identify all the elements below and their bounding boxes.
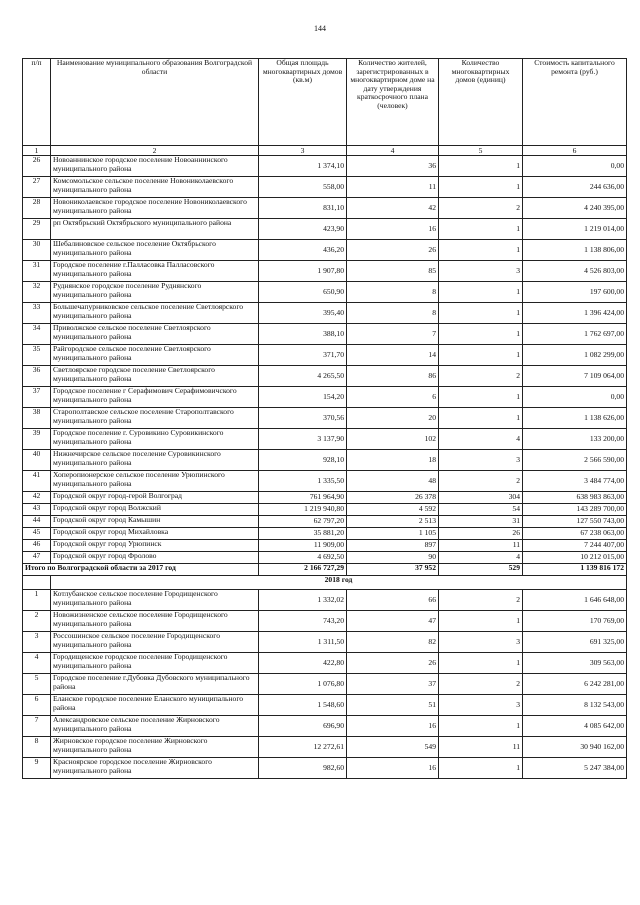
row-residents: 82 [347, 632, 439, 653]
row-houses: 2 [439, 366, 523, 387]
row-number: 27 [23, 177, 51, 198]
row-name: Нижнечирское сельское поселение Суровикинского муниципального района [51, 450, 259, 471]
row-houses: 1 [439, 653, 523, 674]
capital-repair-table [22, 58, 627, 779]
row-houses: 2 [439, 471, 523, 492]
row-houses: 1 [439, 240, 523, 261]
row-houses: 1 [439, 324, 523, 345]
row-houses: 2 [439, 674, 523, 695]
row-number: 35 [23, 345, 51, 366]
row-houses: 1 [439, 177, 523, 198]
row-residents: 26 378 [347, 492, 439, 504]
table-row [23, 528, 627, 540]
table-row [23, 324, 627, 345]
row-area: 696,90 [259, 716, 347, 737]
row-number: 28 [23, 198, 51, 219]
row-number: 42 [23, 492, 51, 504]
row-houses: 304 [439, 492, 523, 504]
table-row [23, 471, 627, 492]
row-area: 62 797,20 [259, 516, 347, 528]
row-cost: 0,00 [523, 156, 627, 177]
row-houses: 1 [439, 716, 523, 737]
row-residents: 1 105 [347, 528, 439, 540]
row-houses: 3 [439, 695, 523, 716]
row-number: 32 [23, 282, 51, 303]
table-row [23, 695, 627, 716]
row-cost: 7 109 064,00 [523, 366, 627, 387]
table-row [23, 516, 627, 528]
row-area: 3 137,90 [259, 429, 347, 450]
row-area: 1 548,60 [259, 695, 347, 716]
row-residents: 549 [347, 737, 439, 758]
row-residents: 51 [347, 695, 439, 716]
row-residents: 14 [347, 345, 439, 366]
row-residents: 37 [347, 674, 439, 695]
row-cost: 2 566 590,00 [523, 450, 627, 471]
row-area: 558,00 [259, 177, 347, 198]
row-houses: 1 [439, 303, 523, 324]
row-name: Александровское сельское поселение Жирновского муниципального района [51, 716, 259, 737]
row-name: Хоперопионерское сельское поселение Урюпинского муниципального района [51, 471, 259, 492]
row-houses: 3 [439, 632, 523, 653]
row-houses: 4 [439, 552, 523, 564]
row-residents: 26 [347, 653, 439, 674]
row-cost: 1 219 014,00 [523, 219, 627, 240]
row-name: Еланское городское поселение Еланского муниципального района [51, 695, 259, 716]
table-row [23, 492, 627, 504]
row-name: Райгородское сельское поселение Светлоярского муниципального района [51, 345, 259, 366]
row-houses: 26 [439, 528, 523, 540]
row-name: Приволжское сельское поселение Светлоярского муниципального района [51, 324, 259, 345]
row-area: 1 335,50 [259, 471, 347, 492]
row-residents: 7 [347, 324, 439, 345]
row-houses: 54 [439, 504, 523, 516]
row-area: 743,20 [259, 611, 347, 632]
row-cost: 1 646 648,00 [523, 590, 627, 611]
row-name: Городской округ город-герой Волгоград [51, 492, 259, 504]
row-number: 29 [23, 219, 51, 240]
table-row [23, 198, 627, 219]
row-number: 41 [23, 471, 51, 492]
year-2018-label: 2018 год [51, 576, 627, 590]
row-residents: 102 [347, 429, 439, 450]
row-number: 45 [23, 528, 51, 540]
row-number: 44 [23, 516, 51, 528]
row-cost: 4 526 803,00 [523, 261, 627, 282]
table-row [23, 552, 627, 564]
table-row [23, 653, 627, 674]
column-number: 5 [439, 146, 523, 156]
row-area: 370,56 [259, 408, 347, 429]
row-cost: 1 396 424,00 [523, 303, 627, 324]
row-residents: 6 [347, 387, 439, 408]
row-residents: 8 [347, 303, 439, 324]
row-residents: 11 [347, 177, 439, 198]
table-row [23, 590, 627, 611]
row-name: Руднянское городское поселение Руднянского муниципального района [51, 282, 259, 303]
row-houses: 3 [439, 261, 523, 282]
row-houses: 31 [439, 516, 523, 528]
header-cost: Стоимость капитального ремонта (руб.) [523, 59, 627, 146]
row-cost: 8 132 543,00 [523, 695, 627, 716]
row-name: Городищенское городское поселение Городищенского муниципального района [51, 653, 259, 674]
row-residents: 16 [347, 219, 439, 240]
row-residents: 2 513 [347, 516, 439, 528]
row-area: 1 076,80 [259, 674, 347, 695]
row-number: 34 [23, 324, 51, 345]
row-area: 1 219 940,80 [259, 504, 347, 516]
row-residents: 42 [347, 198, 439, 219]
row-name: Городской округ город Урюпинск [51, 540, 259, 552]
row-houses: 1 [439, 611, 523, 632]
row-cost: 5 247 384,00 [523, 758, 627, 779]
row-name: Шебалиновское сельское поселение Октябрьского муниципального района [51, 240, 259, 261]
row-houses: 11 [439, 540, 523, 552]
column-number: 3 [259, 146, 347, 156]
row-residents: 20 [347, 408, 439, 429]
row-number: 3 [23, 632, 51, 653]
row-cost: 10 212 015,00 [523, 552, 627, 564]
row-residents: 85 [347, 261, 439, 282]
row-area: 982,60 [259, 758, 347, 779]
row-cost: 1 762 697,00 [523, 324, 627, 345]
row-houses: 1 [439, 156, 523, 177]
row-number: 26 [23, 156, 51, 177]
row-name: Россошинское сельское поселение Городищенского муниципального района [51, 632, 259, 653]
row-area: 436,20 [259, 240, 347, 261]
row-cost: 244 636,00 [523, 177, 627, 198]
row-name: Новожизненское сельское поселение Городищенского муниципального района [51, 611, 259, 632]
page-number: 144 [314, 24, 326, 33]
table-row [23, 758, 627, 779]
row-name: Старополтавское сельское поселение Старополтавского муниципального района [51, 408, 259, 429]
row-residents: 8 [347, 282, 439, 303]
row-name: Городской округ город Волжский [51, 504, 259, 516]
row-number: 39 [23, 429, 51, 450]
row-number: 47 [23, 552, 51, 564]
row-name: Городское поселение г.Палласовка Палласовского муниципального района [51, 261, 259, 282]
table-row [23, 240, 627, 261]
row-residents: 66 [347, 590, 439, 611]
table-row [23, 219, 627, 240]
row-area: 761 964,90 [259, 492, 347, 504]
row-cost: 1 138 626,00 [523, 408, 627, 429]
row-houses: 1 [439, 758, 523, 779]
column-number: 2 [51, 146, 259, 156]
row-name: Новониколаевское городское поселение Новониколаевского муниципального района [51, 198, 259, 219]
row-houses: 1 [439, 219, 523, 240]
table-row [23, 504, 627, 516]
row-number: 2 [23, 611, 51, 632]
total-2017-row [23, 564, 627, 576]
row-cost: 30 940 162,00 [523, 737, 627, 758]
row-number: 43 [23, 504, 51, 516]
table-row [23, 282, 627, 303]
row-number: 31 [23, 261, 51, 282]
header-area: Общая площадь многоквартирных домов (кв.м) [259, 59, 347, 146]
year-spacer [23, 576, 51, 590]
row-number: 30 [23, 240, 51, 261]
column-number: 1 [23, 146, 51, 156]
row-name: Городское поселение г.Дубовка Дубовского муниципального района [51, 674, 259, 695]
row-area: 1 311,50 [259, 632, 347, 653]
row-cost: 133 200,00 [523, 429, 627, 450]
rows-2017 [23, 156, 627, 564]
row-area: 371,70 [259, 345, 347, 366]
table-row [23, 261, 627, 282]
row-name: Котлубанское сельское поселение Городищенского муниципального района [51, 590, 259, 611]
row-cost: 170 769,00 [523, 611, 627, 632]
table-row [23, 611, 627, 632]
table-row [23, 540, 627, 552]
row-cost: 4 085 642,00 [523, 716, 627, 737]
row-name: Большечапурниковское сельское поселение Светлоярского муниципального района [51, 303, 259, 324]
table-row [23, 737, 627, 758]
row-name: Новоаннинское городское поселение Новоаннинского муниципального района [51, 156, 259, 177]
row-residents: 16 [347, 716, 439, 737]
row-cost: 127 550 743,00 [523, 516, 627, 528]
row-area: 395,40 [259, 303, 347, 324]
table-row [23, 632, 627, 653]
header-residents: Количество жителей, зарегистрированных в многоквартирном доме на дату утверждения краткосрочного плана (человек) [347, 59, 439, 146]
row-area: 1 332,02 [259, 590, 347, 611]
row-number: 40 [23, 450, 51, 471]
row-houses: 2 [439, 590, 523, 611]
row-name: Городской округ город Фролово [51, 552, 259, 564]
table-row [23, 387, 627, 408]
row-number: 9 [23, 758, 51, 779]
row-area: 423,90 [259, 219, 347, 240]
row-name: рп Октябрьский Октябрьского муниципального района [51, 219, 259, 240]
row-cost: 67 238 063,00 [523, 528, 627, 540]
row-houses: 4 [439, 429, 523, 450]
row-residents: 26 [347, 240, 439, 261]
row-cost: 1 082 299,00 [523, 345, 627, 366]
row-name: Городское поселение г Серафимович Серафимовичского муниципального района [51, 387, 259, 408]
row-residents: 4 592 [347, 504, 439, 516]
table-row [23, 345, 627, 366]
row-cost: 3 484 774,00 [523, 471, 627, 492]
rows-2018 [23, 590, 627, 779]
row-houses: 2 [439, 198, 523, 219]
total-houses: 529 [439, 564, 523, 576]
row-residents: 90 [347, 552, 439, 564]
row-number: 36 [23, 366, 51, 387]
year-2018-row [23, 576, 627, 590]
row-houses: 11 [439, 737, 523, 758]
row-houses: 3 [439, 450, 523, 471]
row-residents: 48 [347, 471, 439, 492]
row-cost: 691 325,00 [523, 632, 627, 653]
row-number: 37 [23, 387, 51, 408]
table-row [23, 156, 627, 177]
table-row [23, 303, 627, 324]
row-area: 1 374,10 [259, 156, 347, 177]
row-number: 4 [23, 653, 51, 674]
column-number-row [23, 146, 627, 156]
header-name: Наименование муниципального образования Волгоградской области [51, 59, 259, 146]
row-cost: 1 138 806,00 [523, 240, 627, 261]
table-row [23, 366, 627, 387]
row-name: Комсомольское сельское поселение Новониколаевского муниципального района [51, 177, 259, 198]
row-residents: 897 [347, 540, 439, 552]
row-name: Городской округ город Камышин [51, 516, 259, 528]
row-area: 1 907,80 [259, 261, 347, 282]
row-area: 928,10 [259, 450, 347, 471]
row-cost: 197 600,00 [523, 282, 627, 303]
table-row [23, 450, 627, 471]
row-number: 46 [23, 540, 51, 552]
row-name: Городской округ город Михайловка [51, 528, 259, 540]
table-row [23, 716, 627, 737]
table-row [23, 674, 627, 695]
row-area: 388,10 [259, 324, 347, 345]
row-area: 12 272,61 [259, 737, 347, 758]
row-cost: 6 242 281,00 [523, 674, 627, 695]
row-area: 154,20 [259, 387, 347, 408]
table-header-row [23, 59, 627, 146]
row-area: 4 692,50 [259, 552, 347, 564]
column-number: 6 [523, 146, 627, 156]
row-cost: 638 983 863,00 [523, 492, 627, 504]
row-houses: 1 [439, 282, 523, 303]
row-houses: 1 [439, 345, 523, 366]
row-area: 4 265,50 [259, 366, 347, 387]
row-area: 35 881,20 [259, 528, 347, 540]
row-number: 5 [23, 674, 51, 695]
table-row [23, 177, 627, 198]
row-area: 11 909,00 [259, 540, 347, 552]
row-houses: 1 [439, 408, 523, 429]
total-residents: 37 952 [347, 564, 439, 576]
column-number: 4 [347, 146, 439, 156]
row-number: 38 [23, 408, 51, 429]
row-number: 7 [23, 716, 51, 737]
row-cost: 309 563,00 [523, 653, 627, 674]
header-num: п/п [23, 59, 51, 146]
row-number: 1 [23, 590, 51, 611]
row-residents: 18 [347, 450, 439, 471]
row-cost: 4 240 395,00 [523, 198, 627, 219]
row-number: 8 [23, 737, 51, 758]
row-name: Жирновское городское поселение Жирновского муниципального района [51, 737, 259, 758]
table-row [23, 408, 627, 429]
row-area: 831,10 [259, 198, 347, 219]
row-cost: 7 244 407,00 [523, 540, 627, 552]
row-residents: 86 [347, 366, 439, 387]
row-residents: 16 [347, 758, 439, 779]
row-area: 650,90 [259, 282, 347, 303]
row-cost: 0,00 [523, 387, 627, 408]
row-name: Городское поселение г. Суровикино Суровикинского муниципального района [51, 429, 259, 450]
row-number: 33 [23, 303, 51, 324]
total-area: 2 166 727,29 [259, 564, 347, 576]
row-houses: 1 [439, 387, 523, 408]
header-houses: Количество многоквартирных домов (единиц) [439, 59, 523, 146]
total-label: Итого по Волгоградской области за 2017 год [23, 564, 259, 576]
row-cost: 143 289 700,00 [523, 504, 627, 516]
table-row [23, 429, 627, 450]
row-residents: 36 [347, 156, 439, 177]
row-name: Светлоярское городское поселение Светлоярского муниципального района [51, 366, 259, 387]
row-area: 422,80 [259, 653, 347, 674]
row-residents: 47 [347, 611, 439, 632]
row-name: Красноярское городское поселение Жирновского муниципального района [51, 758, 259, 779]
row-number: 6 [23, 695, 51, 716]
total-cost: 1 139 816 172 [523, 564, 627, 576]
